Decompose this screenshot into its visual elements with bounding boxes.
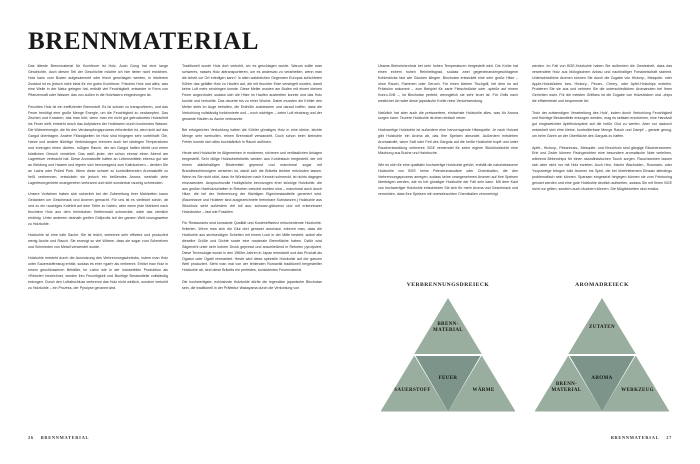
paragraph: Für Restaurants sind konstante Qualität und Kosteneffizienz entscheidende Holzkohle-Kriterien. Wenn man sich die Glut dort genauer anschaut, erkennt man, dass die Holzkohle aus sechseckigen Scheiten mit einem Loch in der Mitte besteht, wobei alle dieselbe Größe und Dichte sowie eine maximale Brennfläche haben. Dafür wird Sägemehl unter sehr hohem Druck gepresst und anschließend in Retorten pyrolysiert. Diese Technologie wurde in den 1960er-Jahren in Japan entwickelt und das Produkt als Ogaton oder Ogatil vermarktet. Heute wird diese spezielle Holzkohle auf der ganzen Welt produziert. Sieht man mal von der fehlenden Romantik traditionell hergestellter Holzkohle ab, sind diese Briketts ein perfektes, konsistentes Feuermaterial. <box>182 221 322 273</box>
triangle-segment-fuel <box>414 298 482 354</box>
aroma-triangle-graphic <box>535 298 670 411</box>
page-title: BRENNMATERIAL <box>28 28 259 55</box>
column-2 <box>182 64 322 291</box>
paragraph: werden. Im Fall von BGE-Holzkohle haben Sie außerdem die Gewissheit, dass das verwendete Holz aus biologischem Anbau und nachhaltiger Forstwirtschaft stammt. Unterschiedliche Aromen können Sie durch die Zugabe von Hickory-, Mesquite- oder Apple-Holzstücken bzw. Hickory-, Pecan-, Cherry- oder Apfel-Holzchips erzielen. Probieren Sie sie aus und nehmen Sie die unterschiedlichen Aromanoten bei Ihren Gerichten wahr. Für die meisten Grillfans ist die Zugabe von Holzstücken und -chips die effizienteste und bequemste Art. <box>532 64 672 104</box>
paragraph: Ubame-Steineichenholz bei sehr hohen Temperaturen hergestellt wird. Die Kohle hat einen extrem hohen Reinheitsgrad, sodass zwei gegeneinandergeschlagene Kohlestücke fast wie Glocken klingen. Binchotan entwickelt eine sehr große Hitze – ohne Rauch, Flammen oder Geruch. Für einen kleinen Tischgrill, bei dem es auf Präzision ankommt – zum Beispiel für zarte Fleischstücke oder -spieße auf einem Konro-Grill –, ist Binchotan perfekt, wenngleich sie sehr teuer ist. Für Grills nach westlicher Art wäre diese japanische Kohle reine Verschwendung. <box>378 64 518 104</box>
paragraph: Die hochwertigste, exklusivste Holzkohle dürfte die legendäre japanische Binchotan sein, die traditionell in der Präfektur Wakayama durch die Verkohlung von <box>182 279 322 290</box>
triangle-label-fuel-line1: BRENN- <box>437 322 459 327</box>
triangle-label-fuel-line2: MATERIAL <box>551 388 582 394</box>
triangle-label-ingredients: ZUTATEN <box>589 325 615 330</box>
column-1 <box>28 64 168 291</box>
column-4 <box>532 64 672 198</box>
paragraph: Das älteste Brennmaterial für Kochfeuer ist Holz. Auch Dung hat eine lange Geschichte, doch diesen Teil der Geschichte möchte ich hier lieber nicht erwähren. Holz kann vom Boden aufgesammelt oder frisch geschlagen werden, in letzterem Zustand ist es jedoch nicht ideal für ein gutes Kochfeuer. Frisches Holz und alles, was eine Weile in der Natur gelegen hat, enthält viel Feuchtigkeit, entweder in Form von Pflanzensaft oder Wasser, das von außen in die Holzfasern eingedrungen ist. <box>28 64 168 98</box>
paragraph: Apfel-, Hickory-, Pekannuss-, Mesquite- und Kirschholz sind gängige Räucheraromen. Erle und Zeder können Fischgerichten eine besondere aromatische Note verleihen, während Birkenchips für einen skandinavischen Touch sorgen. Raucharomen lassen sich aber nicht nur mit Holz erzielen. Auch Heu, frische Wacholder-, Rosmarin- oder Ysopzweige bringen tolle Aromen ins Spiel, die bei übertriebenem Einsatz allerdings problematisch sein können. Sparsam eingesetzt hingegen können sie zum Feintuning genutzt werden und eine gute Holzkohle deutlich aufwerten, sodass Sie mit Ihrem BGE nicht nur grillen, sondern auch räuchern können. Die Möglichkeiten sind endlos. <box>532 145 672 191</box>
triangle-segment-ingredients <box>568 298 636 354</box>
left-page-columns <box>28 64 322 291</box>
paragraph: Wie es sich für eine qualitativ hochwertige Holzkohle gehört, enthält die naturbelassene Holzkohle von BGE keine Petroleumzusätze oder Chemikalien, die den Verbrennungsprozess anregen, sodass keine unangenehmen Aromen auf Ihre Speisen übertragen werden, wie es bei günstiger Holzkohle der Fall sein kann. Mit dem Kauf von hochwertiger Holzkohle entscheiden Sie sich für mehr Aroma und Geschmack und vermeiden, dass Ihre Speisen mit unerwünschten Chemikalien verunreinigt <box>378 162 518 197</box>
paragraph: Unsere Vorfahren haben sich sicherlich bei der Zubereitung ihrer Mahlzeiten kaum Gedanken um Geschmack und Aromen gemacht. Für uns ist es vielleicht schön, ab und zu ein rauchiges Kotelett auf dem Teller zu haben, aber wenn jede Mahlzeit nach feuchtem Holz aus dem heimischen Kiefernwald schmeckte, wäre das ziemlich eintönig. Unter anderem deshalb greifen Grillprofis auf der ganzen Welt vorzugsweise zu Holzkohle. <box>28 192 168 226</box>
footer-section-label: BRENNMATERIAL <box>610 435 660 440</box>
triangle-label-fire: FEUER <box>438 376 458 381</box>
paragraph: Bei erfolgreicher Verkohlung hatten die Köhler günstiges Holz in eine kleine, leichte Menge sehr wertvollen, reinen Brennstoff verwandelt. Doch schon beim kleinsten Fehler konnte sich alles buchstäblich in Rauch auflösen. <box>182 128 322 144</box>
paragraph: Natürlich hat aber auch die preiswertere, einfachste Holzkohle alles, was für Aroma sorgen kann. Teurere Holzkohle ist eben einfach reiner. <box>378 110 518 121</box>
column-3 <box>378 64 518 198</box>
diagram-aromadreieck <box>532 282 672 432</box>
paragraph: Traditionell wurde Holz dort verkohlt, wo es geschlagen wurde. Warum sollte man schweres, nasses Holz abtransportieren, um es anderswo zu verarbeiten, wenn man die Arbeit vor Ort erledigen kann? In allen waldreichen Gegenden Europas schichteten Köhler das gefällte Holz zu Haufen auf, die mit feuchter Erde versiegelt wurden, damit keine Luft mehr eindringen konnte. Diese Meiler wurden am Boden mit einem kleinen Feuer angezündet, sodass sich die Hitze im Haufen ausbreiten konnte und das Holz kochte und verkohlte. Das dauerte bis zu einer Woche. Dabei mussten die Köhler den Meiler stets im Auge behalten, die Erdhülle ausbessern und darauf hoffen, dass die Verkohlung vollständig funktionierte und – noch wichtiger – keine Luft eindrang und der gesamte Haufen zu Asche verbrannte. <box>182 64 322 121</box>
page-number: 26 <box>28 435 34 440</box>
paragraph: Feuchtes Holz ist ein ineffizienter Brennstoff. Es ist schwer zu transportieren, und das Feuer benötigt eine große Menge Energie, um die Feuchtigkeit zu verdampfen. Das Zischen und Knacken, das man hört, wenn man ein nicht gut getrocknetes Holzscheit ins Feuer wirft, entsteht durch das Aufplatzen der Holzfasern durch kochendes Wasser. Die Wärmeenergie, die für den Verdampfungsprozess erforderlich ist, wird nicht auf das Gargut übertragen. Andere Flüssigkeiten im Holz sind hingegen sehr vorteilhaft: Öle, Harze und andere flüchtige Verbindungen brennen auch bei niedrigen Temperaturen und erzeugen einen dichten, rußigen Rauch, der am Gargut haften bleibt und einen köstlichen Geruch verströmt. Das weiß jeder, der schon einmal einen Abend am Lagerfeuer verbracht hat. Diese Aromastoffe haften an Lebensmitteln ebenso gut wie an Kleidung und Haaren und eignen sich hervorragend zum Kalträuchern – denken Sie an Lachs oder Pulled Pork. Wenn diese schwer zu kontrollierenden Aromastoffe zu heiß verbrennen, entwickeln sie jedoch ein beißendes Aroma, weshalb viele Lagerfeuergerichte unangenehm verbrannt und nicht wunderbar rauchig schmecken. <box>28 104 168 185</box>
paragraph: Heute wird Holzkohle im Allgemeinen in modernen, sicheren und verlässlichen Anlagen hergestellt. Sehr billige Holzkohlebriketts werden aus Kohlestaub hergestellt, der mit einem stärkehaltigen Bindemittel gepresst und manchmal sogar mit Brandbeschleunigern versehen ist, damit sich die Briketts leichter entzünden lassen. Wenn es Sie nicht stört, dass Ihr Würstchen nach Kerosin schmeckt, ist nichts dagegen einzuwenden. Anspruchsvolle Hobbyköche bevorzugen eher stückige Holzkohle, die aus großen Hartholzscheiten in Retorten verkohlt worden sind – manchmal auch durch Hitze, die bei der Verbrennung der flüchtigen Eigenbestandteile generiert wird. (Baumharze und Holzteer sind ausgezeichnete brennbare Substanzen.) Holzkohle aus Stückholz sieht außerdem viel toll aus: schwarz-glänzend und mit erkennbarer Holzstruktur – fast wie Fossilien. <box>182 151 322 214</box>
paragraph: Holzkohle ist eine tolle Sache. Sie ist leicht, verbrennt sehr effizient und produziert wenig Asche und Rauch. Sie erzeugt so viel Wärme, dass sie sogar zum Schmelzen und Schmieden von Metall verwendet wurde. <box>28 233 168 249</box>
triangle-label-heat: WÄRME <box>472 388 495 393</box>
fire-triangle-graphic <box>381 298 516 411</box>
triangle-label-aroma: AROMA <box>591 376 613 381</box>
footer-left <box>28 435 89 440</box>
right-page-columns <box>378 64 672 198</box>
page-number: 27 <box>666 435 672 440</box>
footer-right <box>611 435 672 440</box>
diagram-title: VERBRENNUNGSDREIECK <box>406 282 490 288</box>
triangle-label-fuel-line2: MATERIAL <box>433 328 463 334</box>
paragraph: Holzkohle entsteht durch die Ausnutzung des Verbrennungsdreiecks, indem man Holz unter Sauerstoffentzug erhitzt, sodass es eher »gart« als verbrennt. Erhitzt man Holz in einem geschlossenen Behälter, im Labor wie in der industriellen Produktion als »Retorte« bezeichnet, werden ihm Feuchtigkeit und flüchtige Bestandteile vollständig entzogen. Durch den Luftabschluss verbrennt das Holz nicht wirklich, sondern verkohlt zu Holzkohle – ein Prozess, der Pyrolyse genannt wird. <box>28 256 168 290</box>
paragraph: Trotz der aufwendigen Verarbeitung des Holz', indem durch Verkohlung Feuchtigkeit und flüchtige Bestandteile entzogen werden, mag es seltsam erscheinen, eine Handvoll gut eingeweichter Apfelholzspäne auf die heiße Glut zu werfen. Aber nur dadurch entwickelt sich eine kleine, kontrollierbare Menge Rauch und Dampf – gerade genug, um beim Garen an der Oberfläche des Garguts zu haften. <box>532 110 672 139</box>
paragraph: Hochwertige Holzkohle ist außerdem eine hervorragende Hitzequelle. Je nach Holzart gibt Holzkohle ein Aroma ab, das Ihre Speisen abrundet. Außerdem entstehen Aromastoffe, wenn Saft oder Fett des Garguts auf die heiße Holzkohle tropft und unter Rauchentwicklung verbrennt. BGE verwendet für seine eigene Stückholzkohle eine Mischung aus Buche und Hainbuche. <box>378 127 518 156</box>
triangle-label-oxygen: SAUERSTOFF <box>394 388 431 393</box>
triangle-label-fuel-line1: BRENN- <box>555 382 578 387</box>
footer-section-label: BRENNMATERIAL <box>40 435 90 440</box>
triangle-label-tools: WERKZEUG <box>621 388 654 393</box>
diagram-title: AROMADREIECK <box>575 282 629 288</box>
diagram-verbrennungsdreieck <box>378 282 518 432</box>
diagram-zone <box>378 282 672 432</box>
